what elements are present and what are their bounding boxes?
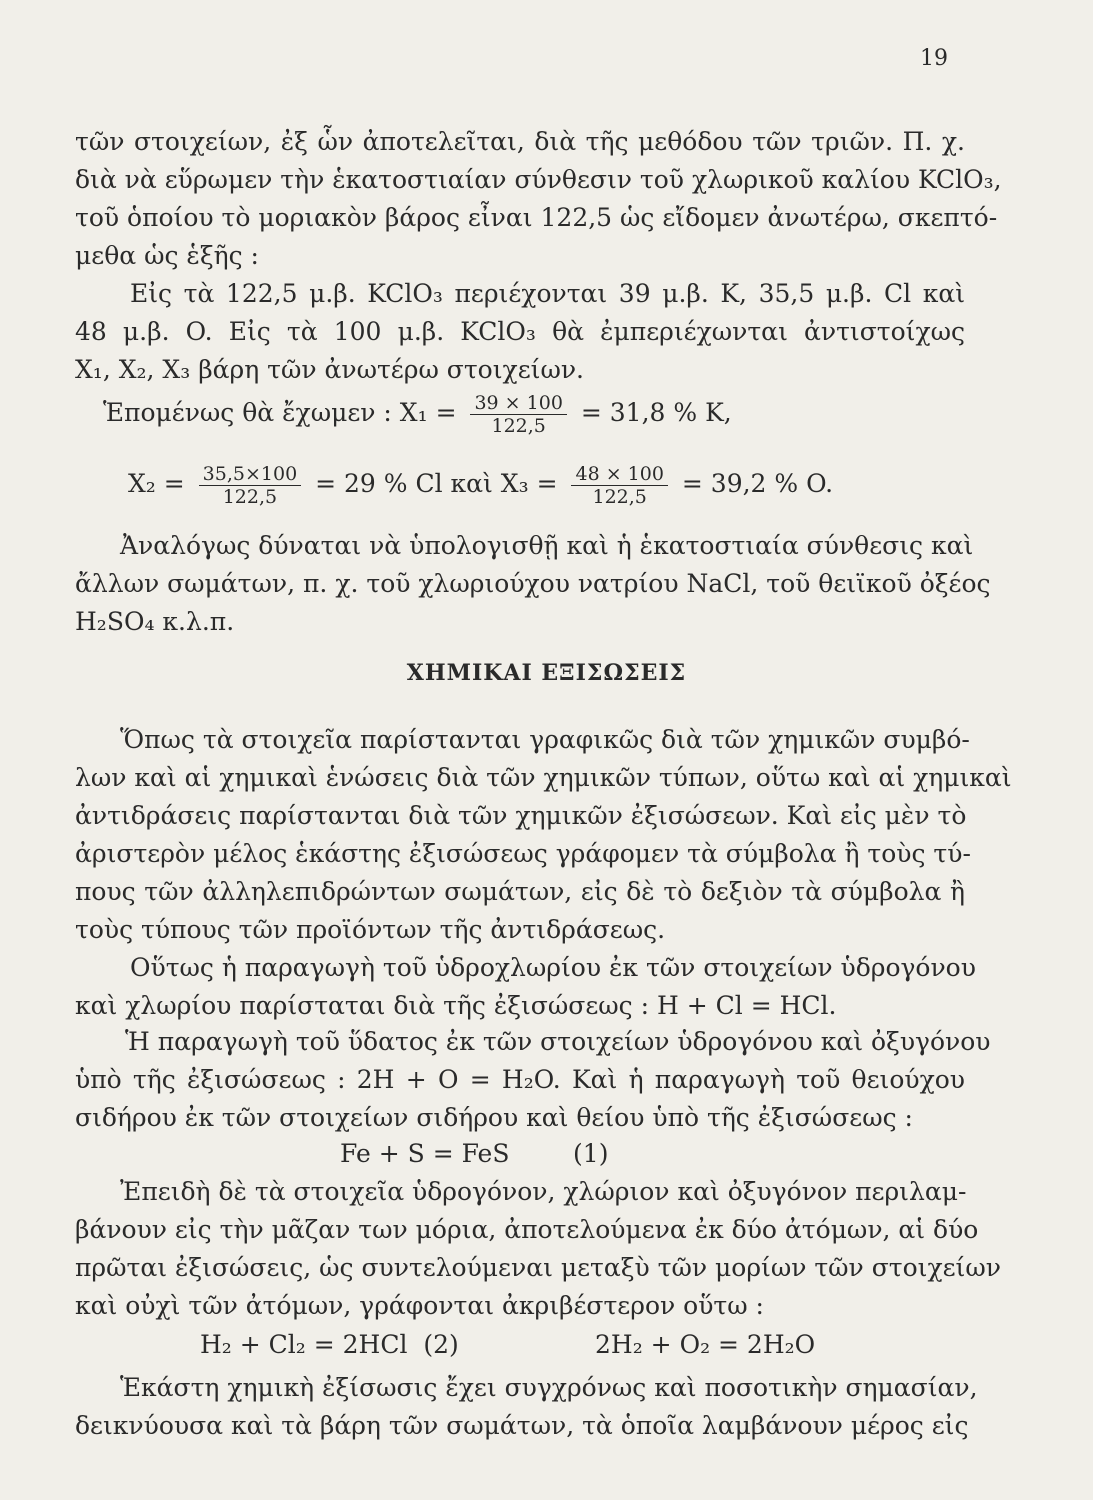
text-line: ἄλλων σωμάτων, π. χ. τοῦ χλωριούχου νατρίου NaCl, τοῦ θειϊκοῦ ὀξέος <box>75 569 991 598</box>
text-line: λων καὶ αἱ χημικαὶ ἑνώσεις διὰ τῶν χημικῶν τύπων, οὕτω καὶ αἱ χημικαὶ <box>75 763 1012 792</box>
fraction-denominator: 122,5 <box>491 415 546 437</box>
text-line: H₂SO₄ κ.λ.π. <box>75 607 235 636</box>
formula-x2-x3 <box>128 463 833 508</box>
text-line: τοῦ ὁποίου τὸ μοριακὸν βάρος εἶναι 122,5 ὡς εἴδομεν ἀνωτέρω, σκεπτό- <box>75 203 998 232</box>
text-line: Οὕτως ἡ παραγωγὴ τοῦ ὑδροχλωρίου ἐκ τῶν στοιχείων ὑδρογόνου <box>130 953 976 982</box>
text-line: Ἡ παραγωγὴ τοῦ ὕδατος ἐκ τῶν στοιχείων ὑδρογόνου καὶ ὀξυγόνου <box>125 1027 991 1056</box>
text-line: ἀριστερὸν μέλος ἑκάστης ἐξισώσεως γράφομεν τὰ σύμβολα ἢ τοὺς τύ- <box>75 839 971 868</box>
text-line: μεθα ὡς ἑξῆς : <box>75 241 259 270</box>
text-line: τοὺς τύπους τῶν προϊόντων τῆς ἀντιδράσεως. <box>75 915 666 944</box>
fraction-numerator: 48 × 100 <box>571 463 667 486</box>
text-line: X₁, X₂, X₃ βάρη τῶν ἀνωτέρω στοιχείων. <box>75 355 584 384</box>
fraction <box>199 463 302 508</box>
text-line: τῶν στοιχείων, ἐξ ὧν ἀποτελεῖται, διὰ τῆς μεθόδου τῶν τριῶν. Π. χ. <box>75 127 965 156</box>
text-line: διὰ νὰ εὕρωμεν τὴν ἑκατοστιαίαν σύνθεσιν τοῦ χλωρικοῦ καλίου KClO₃, <box>75 165 1002 194</box>
text-line: βάνουν εἰς τὴν μᾶζαν των μόρια, ἀποτελούμενα ἐκ δύο ἀτόμων, αἱ δύο <box>75 1215 979 1244</box>
formula-result: = 39,2 % O. <box>681 469 834 498</box>
fraction-numerator: 35,5×100 <box>199 463 302 486</box>
formula-x1 <box>103 392 732 437</box>
text-line: καὶ χλωρίου παρίσταται διὰ τῆς ἐξισώσεως : H + Cl = HCl. <box>75 991 837 1020</box>
text-line: Ἐπειδὴ δὲ τὰ στοιχεῖα ὑδρογόνον, χλώριον καὶ ὀξυγόνον περιλαμ- <box>120 1177 967 1206</box>
fraction-denominator: 122,5 <box>222 486 278 508</box>
formula-result: = 29 % Cl καὶ X₃ = <box>315 469 558 498</box>
fraction-numerator: 39 × 100 <box>470 392 566 415</box>
section-heading: ΧΗΜΙΚΑΙ ΕΞΙΣΩΣΕΙΣ <box>406 660 687 686</box>
text-line: δεικνύουσα καὶ τὰ βάρη τῶν σωμάτων, τὰ ὁποῖα λαμβάνουν μέρος εἰς <box>75 1411 969 1440</box>
text-line: πους τῶν ἀλληλεπιδρώντων σωμάτων, εἰς δὲ τὸ δεξιὸν τὰ σύμβολα ἢ <box>75 877 965 906</box>
fraction <box>470 392 566 437</box>
text-line: ὑπὸ τῆς ἐξισώσεως : 2H + O = H₂O. Καὶ ἡ παραγωγὴ τοῦ θειούχου <box>75 1065 965 1094</box>
fraction <box>571 463 667 508</box>
equation-3: 2H₂ + O₂ = 2H₂O <box>595 1330 816 1359</box>
text-line: ἀντιδράσεις παρίστανται διὰ τῶν χημικῶν ἐξισώσεων. Καὶ εἰς μὲν τὸ <box>75 801 967 830</box>
text-line: 48 μ.β. O. Εἰς τὰ 100 μ.β. KClO₃ θὰ ἐμπεριέχωνται ἀντιστοίχως <box>75 317 965 346</box>
formula-result: = 31,8 % K, <box>580 398 732 427</box>
formula-var: X₁ = <box>399 398 457 427</box>
text-line: καὶ οὐχὶ τῶν ἀτόμων, γράφονται ἀκριβέστερον οὕτω : <box>75 1291 764 1320</box>
formula-lead: Ἑπομένως θὰ ἔχωμεν : <box>103 398 392 427</box>
equation-2: H₂ + Cl₂ = 2HCl (2) <box>200 1330 459 1359</box>
text-line: Ἀναλόγως δύναται νὰ ὑπολογισθῇ καὶ ἡ ἑκατοστιαία σύνθεσις καὶ <box>120 531 974 560</box>
fraction-denominator: 122,5 <box>592 486 647 508</box>
equation-1: Fe + S = FeS (1) <box>340 1139 609 1168</box>
text-line: σιδήρου ἐκ τῶν στοιχείων σιδήρου καὶ θείου ὑπὸ τῆς ἐξισώσεως : <box>75 1103 913 1132</box>
page-number: 19 <box>920 46 948 71</box>
text-line: Εἰς τὰ 122,5 μ.β. KClO₃ περιέχονται 39 μ.β. K, 35,5 μ.β. Cl καὶ <box>130 279 965 308</box>
formula-var: X₂ = <box>128 469 185 498</box>
text-line: Ἑκάστη χημικὴ ἐξίσωσις ἔχει συγχρόνως καὶ ποσοτικὴν σημασίαν, <box>120 1373 978 1402</box>
text-line: πρῶται ἐξισώσεις, ὡς συντελούμεναι μεταξὺ τῶν μορίων τῶν στοιχείων <box>75 1253 1001 1282</box>
text-line: Ὅπως τὰ στοιχεῖα παρίστανται γραφικῶς διὰ τῶν χημικῶν συμβό- <box>120 725 970 754</box>
